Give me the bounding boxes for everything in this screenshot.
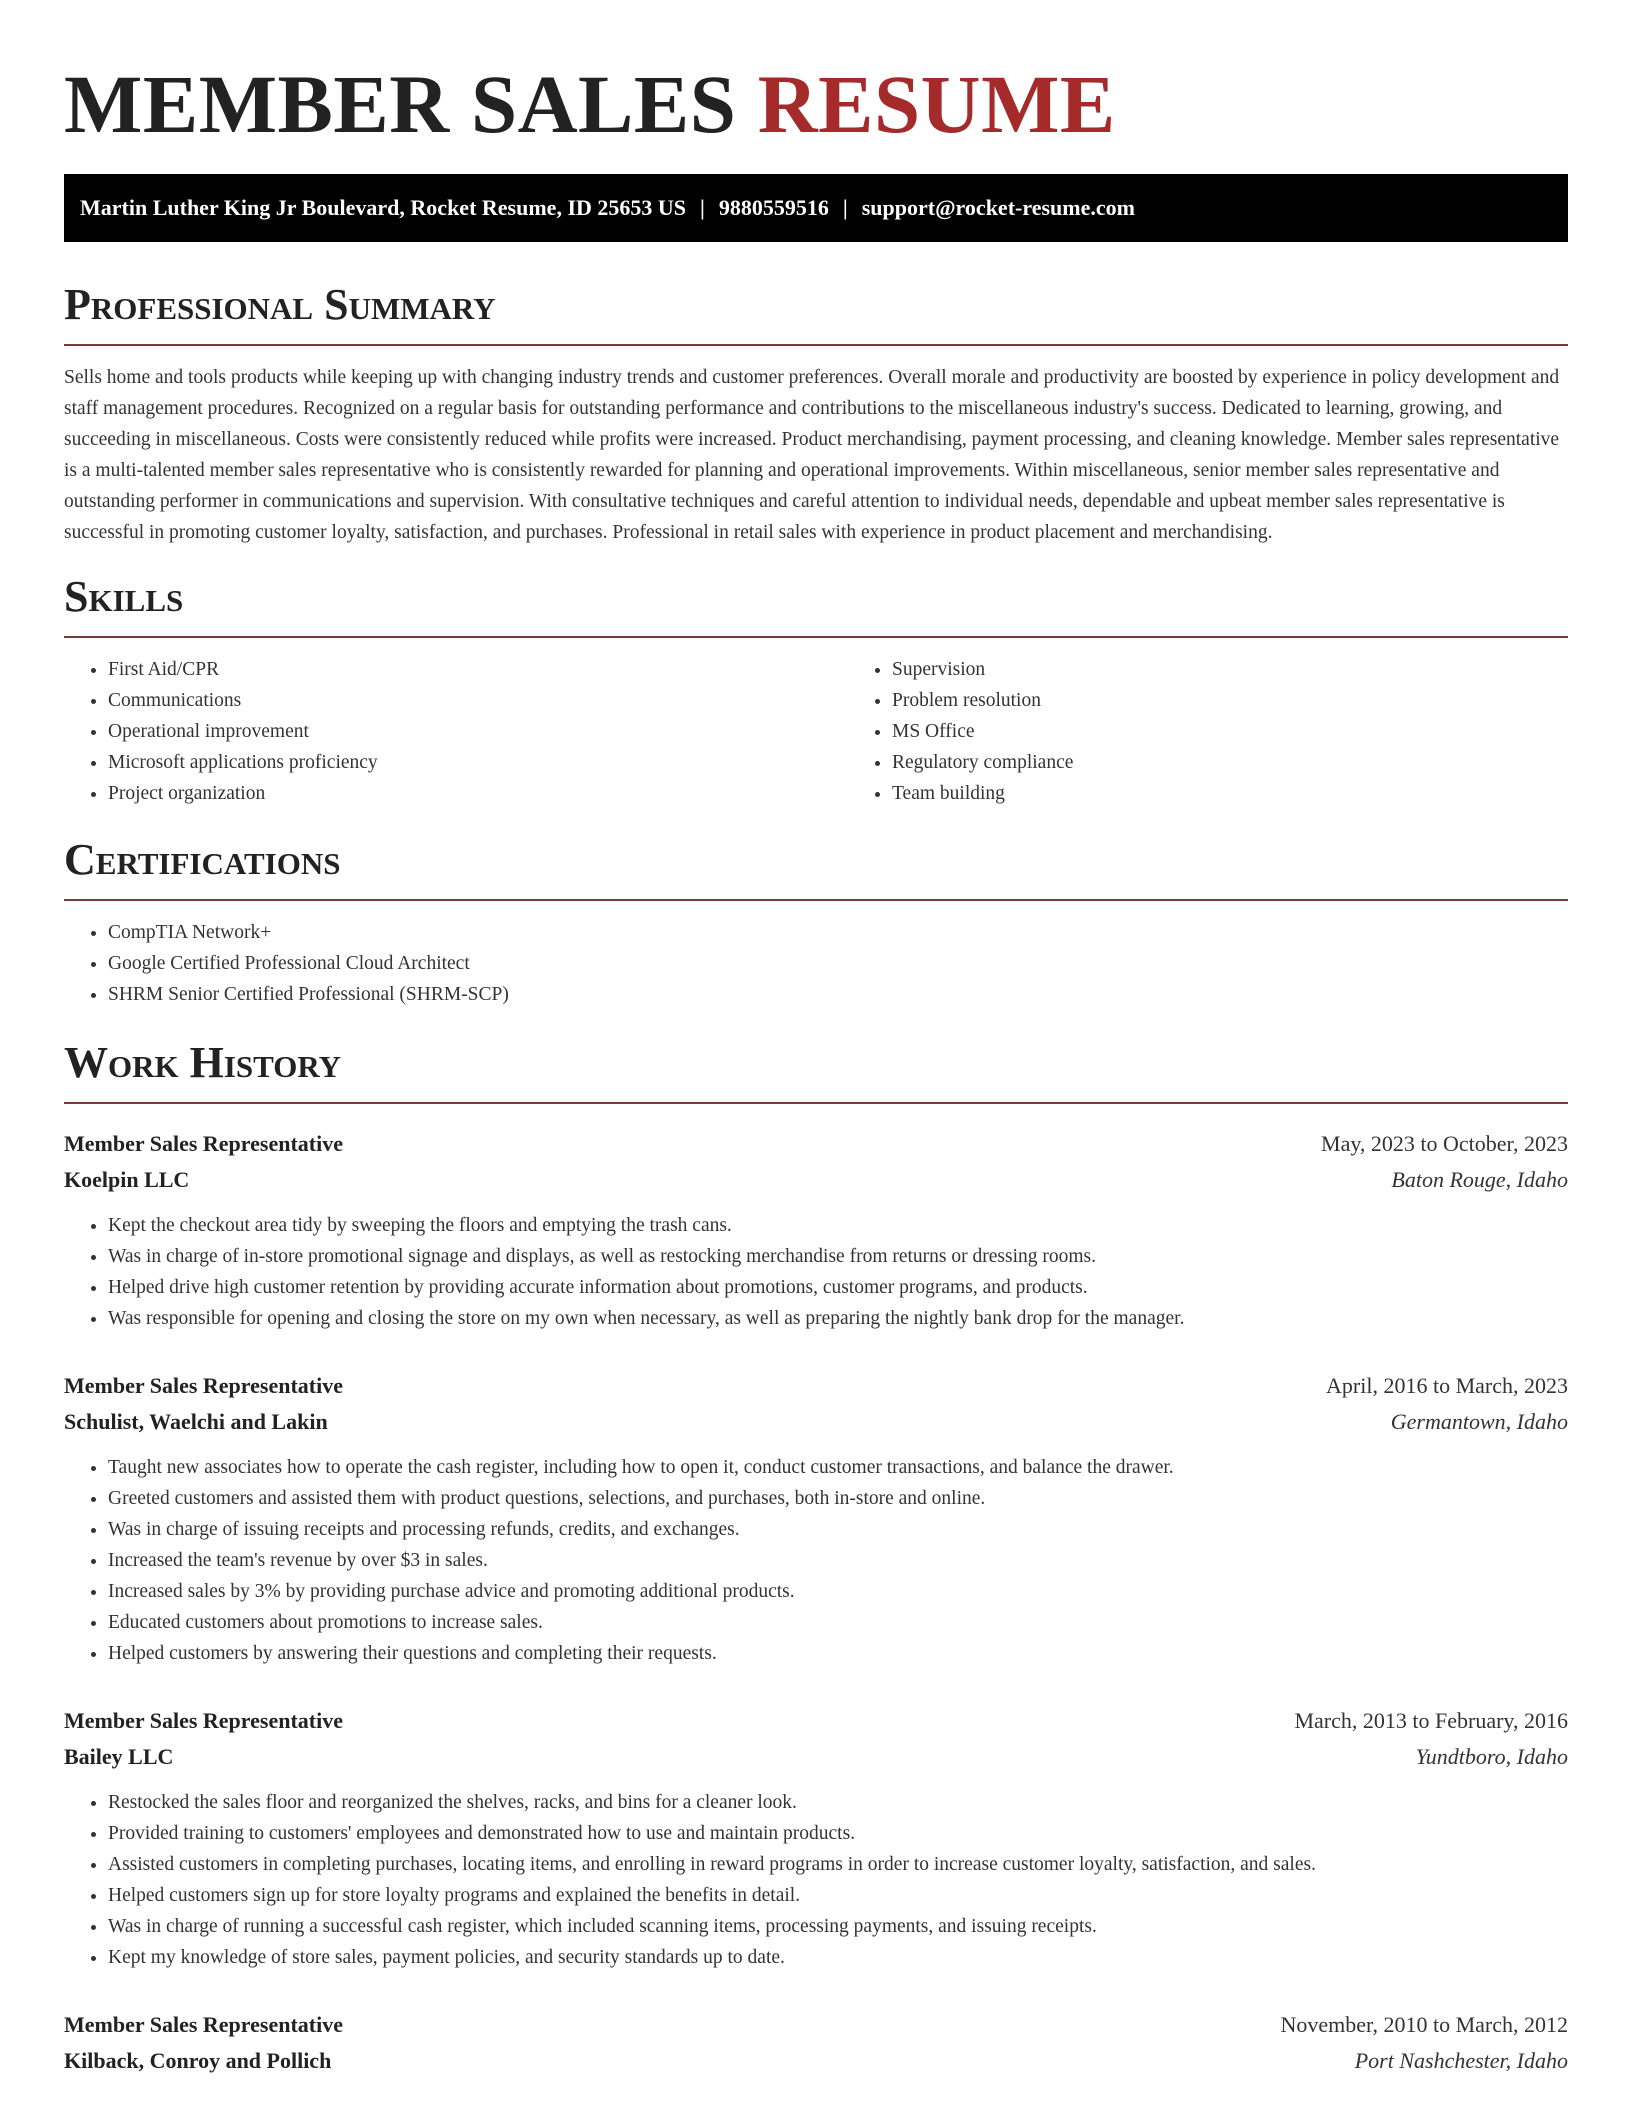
contact-bar: [64, 174, 1568, 242]
job-title: Member Sales Representative: [64, 2012, 344, 2037]
section-divider: [64, 899, 1568, 901]
skill-item: • Team building: [892, 778, 1632, 809]
skills-columns: [64, 654, 1568, 809]
job-location: Baton Rouge, Idaho: [1391, 1167, 1568, 1192]
resume-page: [64, 0, 1568, 2079]
job-bullet: • Was responsible for opening and closing the store on my own when necessary, as well as preparing the nightly bank drop for the manager.: [108, 1303, 1568, 1334]
job-entry: [64, 1703, 1568, 1973]
job-company: Koelpin LLC: [64, 1167, 190, 1192]
certifications-heading: Certifications: [64, 835, 341, 884]
job-title: Member Sales Representative: [64, 1708, 344, 1733]
certification-item: • SHRM Senior Certified Professional (SHRM-SCP): [108, 979, 1568, 1010]
job-title: Member Sales Representative: [64, 1373, 344, 1398]
skills-section: [64, 572, 1568, 809]
job-dates: March, 2013 to February, 2016: [1294, 1708, 1568, 1733]
skill-item: • Regulatory compliance: [892, 747, 1632, 778]
job-location: Germantown, Idaho: [1390, 1409, 1568, 1434]
summary-heading: Professional Summary: [64, 280, 496, 329]
skill-item: • Operational improvement: [108, 716, 848, 747]
page-title: [64, 58, 1568, 150]
job-company-row: [64, 1162, 1568, 1198]
job-bullets: [64, 1787, 1568, 1973]
job-dates: April, 2016 to March, 2023: [1326, 1373, 1568, 1398]
job-bullet: • Increased the team's revenue by over $3 in sales.: [108, 1545, 1568, 1576]
job-header-row: [64, 1126, 1568, 1162]
contact-email[interactable]: support@rocket-resume.com: [861, 195, 1135, 220]
section-divider: [64, 1102, 1568, 1104]
job-bullet: • Was in charge of issuing receipts and processing refunds, credits, and exchanges.: [108, 1514, 1568, 1545]
certifications-section: [64, 835, 1568, 1010]
certification-item: • Google Certified Professional Cloud Architect: [108, 948, 1568, 979]
job-entry: [64, 2007, 1568, 2079]
contact-phone[interactable]: 9880559516: [718, 195, 829, 220]
contact-address: Martin Luther King Jr Boulevard, Rocket Resume, ID 25653 US: [80, 195, 687, 220]
contact-separator: |: [842, 195, 848, 220]
skill-item: • Project organization: [108, 778, 848, 809]
job-bullet: • Helped drive high customer retention by providing accurate information about promotions, customer programs, and products.: [108, 1272, 1568, 1303]
job-company-row: [64, 2043, 1568, 2079]
job-location: Port Nashchester, Idaho: [1354, 2048, 1568, 2073]
skill-item: • Supervision: [892, 654, 1632, 685]
work-history-section: [64, 1038, 1568, 2079]
job-location: Yundtboro, Idaho: [1415, 1744, 1568, 1769]
job-bullet: • Helped customers by answering their questions and completing their requests.: [108, 1638, 1568, 1669]
title-main: MEMBER SALES: [64, 58, 737, 150]
job-bullet: • Was in charge of running a successful cash register, which included scanning items, processing payments, and issuing receipts.: [108, 1911, 1568, 1942]
job-bullets: [64, 1210, 1568, 1334]
job-header-row: [64, 2007, 1568, 2043]
job-company: Schulist, Waelchi and Lakin: [64, 1409, 328, 1434]
skills-left-list: [64, 654, 848, 809]
skills-heading: Skills: [64, 572, 184, 621]
contact-separator: |: [700, 195, 705, 220]
job-header-row: [64, 1368, 1568, 1404]
work-history-heading: Work History: [64, 1038, 342, 1087]
summary-section: [64, 280, 1568, 548]
job-entry: [64, 1368, 1568, 1669]
job-bullet: • Assisted customers in completing purchases, locating items, and enrolling in reward programs in order to increase customer loyalty, satisfaction, and sales.: [108, 1849, 1568, 1880]
skill-item: • Microsoft applications proficiency: [108, 747, 848, 778]
job-entry: [64, 1126, 1568, 1334]
skill-item: • Problem resolution: [892, 685, 1632, 716]
job-bullets: [64, 1452, 1568, 1669]
job-bullet: • Provided training to customers' employees and demonstrated how to use and maintain products.: [108, 1818, 1568, 1849]
job-company-row: [64, 1404, 1568, 1440]
skill-item: • First Aid/CPR: [108, 654, 848, 685]
section-divider: [64, 344, 1568, 346]
job-bullet: • Increased sales by 3% by providing purchase advice and promoting additional products.: [108, 1576, 1568, 1607]
job-company-row: [64, 1739, 1568, 1775]
skill-item: • Communications: [108, 685, 848, 716]
skill-item: • MS Office: [892, 716, 1632, 747]
job-dates: May, 2023 to October, 2023: [1321, 1131, 1568, 1156]
certification-item: • CompTIA Network+: [108, 917, 1568, 948]
job-dates: November, 2010 to March, 2012: [1280, 2012, 1568, 2037]
job-company: Bailey LLC: [64, 1744, 174, 1769]
job-bullet: • Taught new associates how to operate the cash register, including how to open it, conduct customer transactions, and balance the drawer.: [108, 1452, 1568, 1483]
section-divider: [64, 636, 1568, 638]
job-bullet: • Restocked the sales floor and reorganized the shelves, racks, and bins for a cleaner look.: [108, 1787, 1568, 1818]
job-bullet: • Helped customers sign up for store loyalty programs and explained the benefits in detail.: [108, 1880, 1568, 1911]
summary-text: Sells home and tools products while keeping up with changing industry trends and customer preferences. Overall morale and productivity are boosted by experience in policy development and staff management procedures. Recognized on a regular basis for outstanding performance and contributions to the miscellaneous industry's success. Dedicated to learning, growing, and succeeding in miscellaneous. Costs were consistently reduced while profits were increased. Product merchandising, payment processing, and cleaning knowledge. Member sales representative is a multi-talented member sales representative who is consistently rewarded for planning and operational improvements. Within miscellaneous, senior member sales representative and outstanding performer in communications and supervision. With consultative techniques and careful attention to individual needs, dependable and upbeat member sales representative is successful in promoting customer loyalty, satisfaction, and purchases. Professional in retail sales with experience in product placement and merchandising.: [64, 367, 1560, 543]
job-title: Member Sales Representative: [64, 1131, 344, 1156]
title-accent: RESUME: [757, 58, 1116, 150]
job-bullet: • Kept the checkout area tidy by sweeping the floors and emptying the trash cans.: [108, 1210, 1568, 1241]
job-bullet: • Educated customers about promotions to increase sales.: [108, 1607, 1568, 1638]
certifications-list: [64, 917, 1568, 1010]
job-header-row: [64, 1703, 1568, 1739]
job-bullet: • Kept my knowledge of store sales, payment policies, and security standards up to date.: [108, 1942, 1568, 1973]
skills-right-list: [848, 654, 1632, 809]
job-bullet: • Greeted customers and assisted them with product questions, selections, and purchases, both in-store and online.: [108, 1483, 1568, 1514]
job-company: Kilback, Conroy and Pollich: [64, 2048, 332, 2073]
job-bullet: • Was in charge of in-store promotional signage and displays, as well as restocking merchandise from returns or dressing rooms.: [108, 1241, 1568, 1272]
